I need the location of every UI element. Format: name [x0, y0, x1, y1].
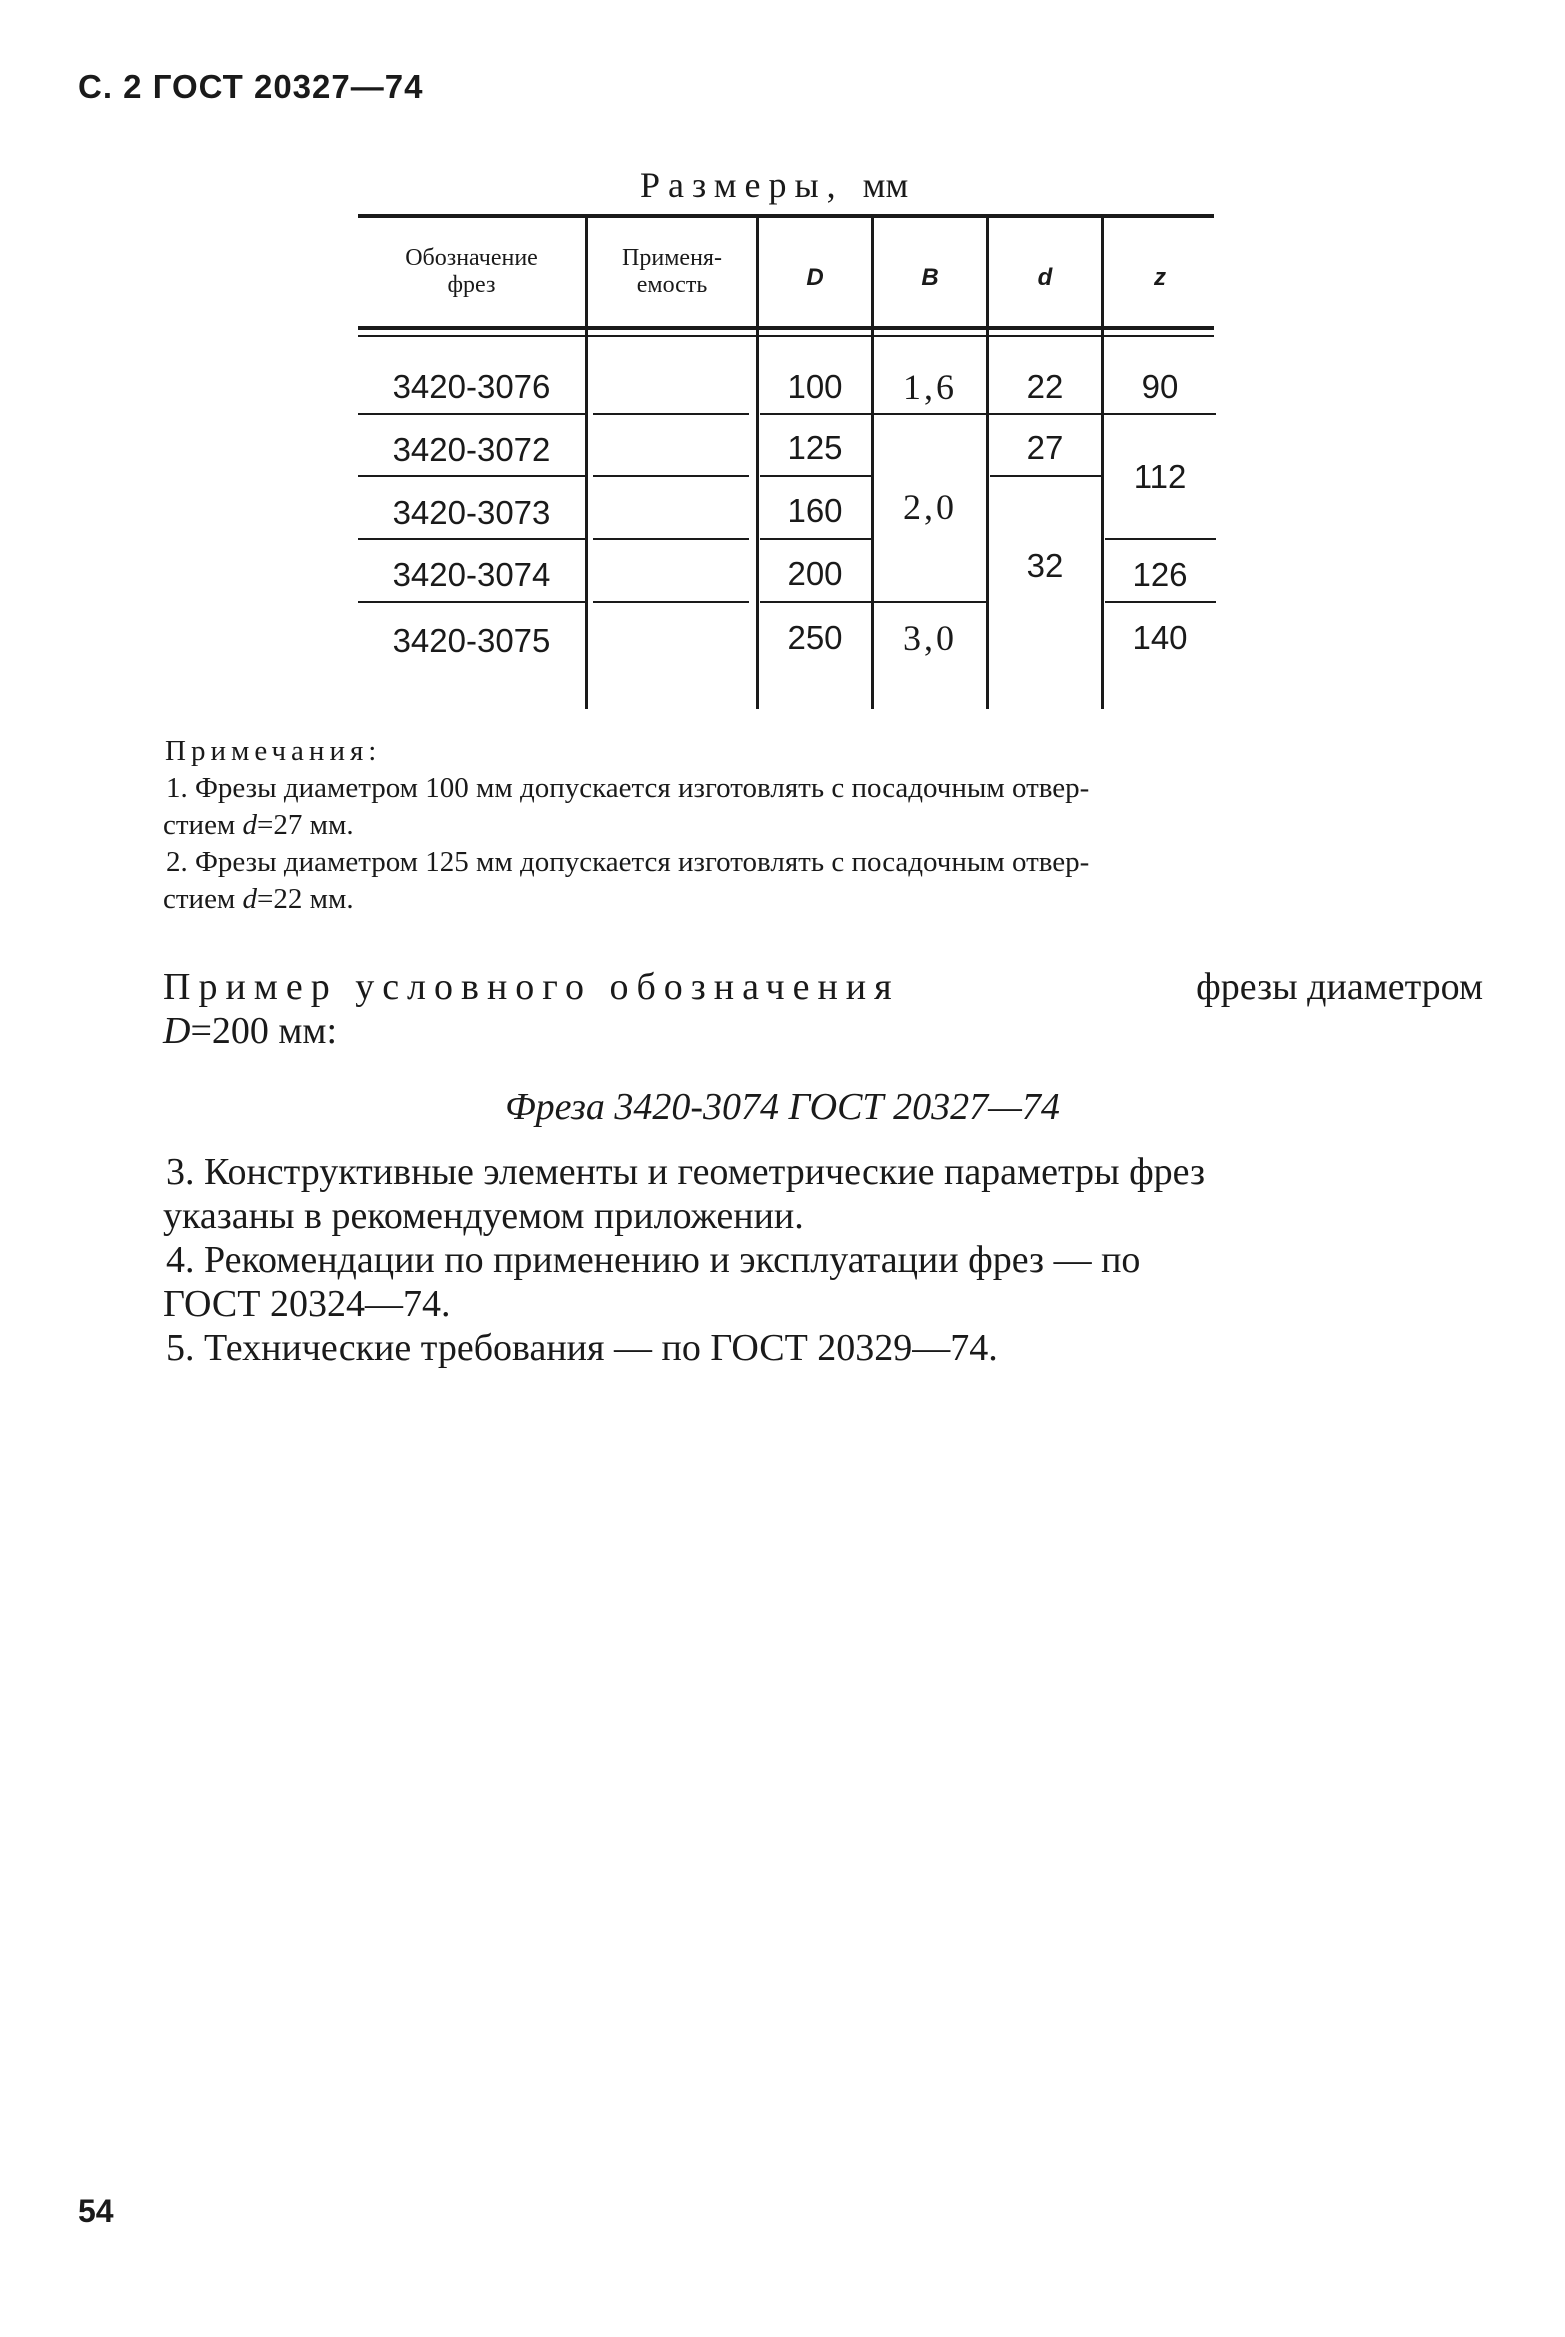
row-sep: [1105, 601, 1216, 603]
caption-word: Размеры,: [640, 165, 844, 205]
cell-z-merged: 112: [1133, 458, 1187, 495]
row-sep: [358, 538, 585, 540]
cell-D: 125: [787, 429, 843, 466]
cell-D: 200: [787, 555, 843, 592]
row-sep: [760, 475, 871, 477]
example-var: D: [163, 1010, 191, 1052]
cell-D: 250: [787, 619, 843, 656]
row-sep: [1105, 538, 1216, 540]
row-sep: [358, 601, 585, 603]
col-header-D: D: [806, 264, 824, 291]
row-sep: [760, 538, 871, 540]
notes-title: Примечания:: [165, 735, 382, 767]
example-lead-rest: фрезы диаметром: [1196, 966, 1483, 1008]
table-top-rule: [358, 214, 1214, 218]
cell-designation: 3420-3074: [392, 556, 551, 593]
cell-z: 90: [1141, 368, 1179, 405]
col-header-d: d: [1037, 264, 1053, 291]
cell-B-merged: 2,0: [903, 487, 957, 527]
col-header-z: z: [1154, 264, 1166, 291]
row-sep: [593, 413, 749, 415]
cell-designation: 3420-3076: [392, 368, 551, 405]
clause-4: 4. Рекомендации по применению и эксплуатации фрез — по ГОСТ 20324—74.: [163, 1239, 1141, 1325]
cell-D: 160: [787, 492, 843, 529]
cell-z: 126: [1132, 556, 1188, 593]
clause-3: 3. Конструктивные элементы и геометрические параметры фрез указаны в рекомендуемом приложении.: [163, 1151, 1206, 1237]
col-header-applicability: Применя- емость: [622, 245, 722, 298]
note-1: 1. Фрезы диаметром 100 мм допускается изготовлять с посадочным отвер- стием d=27 мм.: [163, 772, 1090, 841]
row-sep: [358, 413, 585, 415]
row-sep: [990, 475, 1101, 477]
cell-d-merged: 32: [1026, 547, 1064, 584]
notes: [163, 733, 1483, 918]
clauses: [163, 1150, 1483, 1370]
cell-d: 27: [1026, 429, 1064, 466]
row-sep: [760, 601, 986, 603]
col-header-B: B: [921, 264, 939, 291]
cell-d: 22: [1026, 368, 1064, 405]
header-rule-1: [358, 326, 1214, 330]
caption-unit: мм: [862, 165, 909, 205]
row-sep: [358, 475, 585, 477]
row-sep: [593, 475, 749, 477]
cell-B: 3,0: [903, 618, 957, 658]
row-sep: [593, 538, 749, 540]
clause-5: 5. Технические требования — по ГОСТ 20329—74.: [166, 1327, 998, 1369]
row-sep: [760, 413, 1216, 415]
cell-designation: 3420-3075: [392, 622, 551, 659]
page-header: С. 2 ГОСТ 20327—74: [78, 68, 424, 105]
page-number: 54: [78, 2193, 114, 2229]
row-sep: [593, 601, 749, 603]
cell-designation: 3420-3073: [392, 494, 551, 531]
cell-D: 100: [787, 368, 843, 405]
example-designation: Фреза 3420-3074 ГОСТ 20327—74: [505, 1086, 1060, 1128]
table-caption: [640, 164, 908, 206]
note-2: 2. Фрезы диаметром 125 мм допускается изготовлять с посадочным отвер- стием d=22 мм.: [163, 846, 1090, 915]
cell-z: 140: [1132, 619, 1188, 656]
col-header-designation: Обозначение фрез: [405, 245, 538, 298]
example-lead: Пример условного обозначения: [163, 966, 900, 1008]
example-intro: Пример условного обозначения фрезы диаметром D=200 мм:: [163, 966, 1483, 1052]
header-rule-2: [358, 335, 1214, 337]
cell-designation: 3420-3072: [392, 431, 551, 468]
cell-B: 1,6: [903, 367, 957, 407]
